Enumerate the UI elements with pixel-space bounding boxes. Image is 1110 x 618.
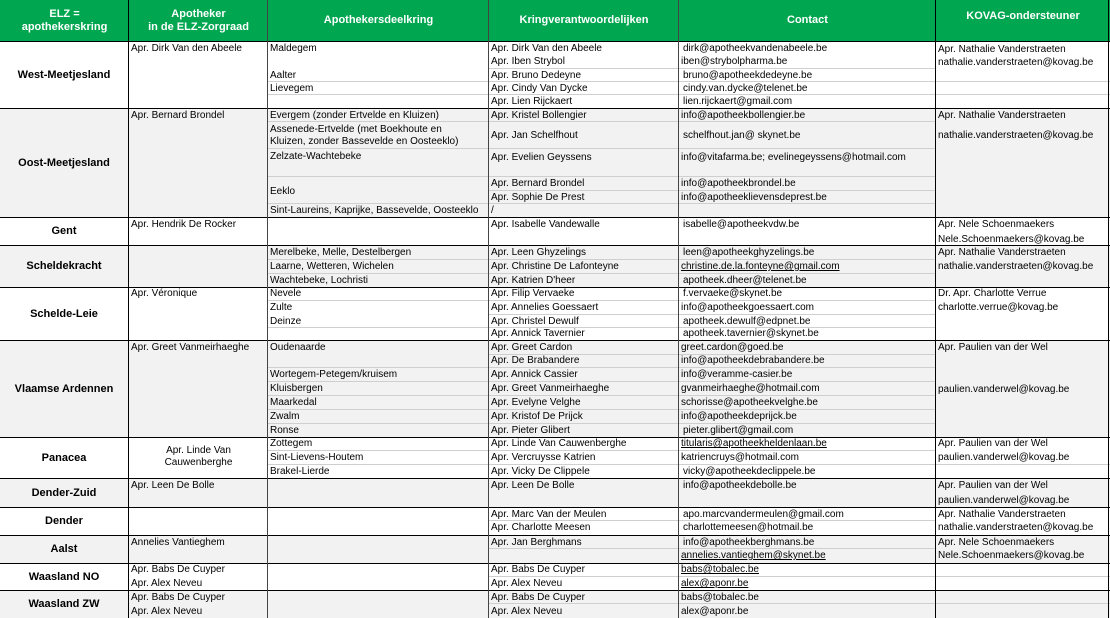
deelkring-name: Kluizen, zonder Bassevelde en Oosteeklo) (270, 136, 459, 147)
kring-name: Apr. Marc Van der Meulen (491, 509, 607, 520)
kovag-email[interactable]: nathalie.vanderstraeten@kovag.be (938, 522, 1094, 533)
deelkring-name: Eeklo (270, 186, 296, 197)
deelkring-name: Lievegem (270, 83, 314, 94)
deelkring-name: Wachtebeke, Lochristi (270, 275, 369, 286)
region-name: Oost-Meetjesland (18, 156, 110, 169)
contact-email[interactable]: f.vervaeke@skynet.be (683, 288, 783, 299)
kring-name: Apr. Charlotte Meesen (491, 522, 591, 533)
deelkring-name: Sint-Laureins, Kaprijke, Bassevelde, Oosteeklo (270, 205, 479, 216)
apotheker-name-line: Apr. Linde Van (166, 445, 231, 456)
kring-name: Apr. Annick Cassier (491, 369, 578, 380)
deelkring-name: Zelzate-Wachtebeke (270, 151, 362, 162)
contact-email[interactable]: info@apotheekgoessaert.com (681, 302, 815, 313)
region-name: Vlaamse Ardennen (14, 382, 114, 395)
apotheker-name: Apr. Hendrik De Rocker (131, 219, 237, 230)
kovag-name: Apr. Nathalie Vanderstraeten (938, 44, 1066, 55)
region-name: Dender (45, 515, 83, 527)
contact-email[interactable]: info@veramme-casier.be (681, 369, 793, 380)
kring-name: Apr. Babs De Cuyper (491, 564, 585, 575)
kring-name: Apr. Evelyne Velghe (491, 397, 581, 408)
deelkring-name: Zulte (270, 302, 293, 313)
kovag-email[interactable]: Nele.Schoenmaekers@kovag.be (938, 234, 1085, 245)
deelkring-name: Evergem (zonder Ertvelde en Kluizen) (270, 110, 439, 121)
kring-name: Apr. Jan Schelfhout (491, 130, 578, 141)
kring-name: Apr. Kristof De Prijck (491, 411, 583, 422)
header-apotheker (129, 0, 268, 41)
kring-name: Apr. Evelien Geyssens (491, 152, 592, 163)
deelkring-name: Maldegem (270, 43, 317, 54)
region-name: Dender-Zuid (31, 486, 97, 499)
deelkring-name: Nevele (270, 288, 302, 299)
contact-email[interactable]: greet.cardon@goed.be (681, 342, 784, 353)
header-contact (679, 0, 936, 41)
header-elz (0, 0, 129, 41)
header-kovag-text: KOVAG-ondersteuner (966, 10, 1080, 22)
contact-email[interactable]: info@apotheekdebrabandere.be (681, 355, 825, 366)
kring-name: Apr. De Brabandere (491, 355, 580, 366)
contact-email[interactable]: apo.marcvandermeulen@gmail.com (683, 509, 844, 520)
kring-name: Apr. Bernard Brondel (491, 178, 585, 189)
apotheker-name (130, 445, 267, 469)
contact-email[interactable]: bruno@apotheekdedeyne.be (683, 70, 813, 81)
header-elz-text: ELZ = apothekerskring (21, 7, 108, 33)
header-kring-text: Kringverantwoordelijken (519, 14, 649, 26)
apotheker-name: Apr. Greet Vanmeirhaeghe (131, 342, 250, 353)
kring-name: Apr. Alex Neveu (491, 606, 563, 617)
contact-email[interactable]: info@apotheeklievensdeprest.be (681, 192, 827, 203)
apotheker-name-line: Cauwenberghe (164, 457, 233, 468)
kovag-email[interactable]: nathalie.vanderstraeten@kovag.be (938, 57, 1094, 68)
kovag-email[interactable]: nathalie.vanderstraeten@kovag.be (938, 130, 1094, 141)
region-name: Waasland ZW (28, 598, 100, 610)
kovag-email[interactable]: Nele.Schoenmaekers@kovag.be (938, 550, 1085, 561)
contact-email[interactable]: leen@apotheekghyzelings.be (683, 247, 815, 258)
kring-name: Apr. Jan Berghmans (491, 537, 582, 548)
kring-name: Apr. Christel Dewulf (491, 316, 579, 327)
region-name: Schelde-Leie (30, 307, 98, 320)
kovag-name: Apr. Paulien van der Wel (938, 342, 1048, 353)
kring-name: Apr. Bruno Dedeyne (491, 70, 582, 81)
contact-email[interactable]: apotheek.tavernier@skynet.be (683, 328, 819, 339)
apotheker-name: Apr. Dirk Van den Abeele (131, 43, 242, 54)
apotheker-name: Apr. Babs De Cuyper (131, 592, 225, 603)
region-name: Waasland NO (28, 570, 100, 583)
region-name: Scheldekracht (26, 260, 102, 272)
kovag-name: Apr. Nathalie Vanderstraeten (938, 509, 1066, 520)
contact-email[interactable]: schelfhout.jan@ skynet.be (683, 130, 801, 141)
contact-email[interactable]: babs@tobalec.be (681, 592, 759, 603)
contact-email[interactable]: info@apotheekbrondel.be (681, 178, 796, 189)
kring-name: Apr. Alex Neveu (491, 578, 563, 589)
deelkring-name: Merelbeke, Melle, Destelbergen (270, 247, 412, 258)
header-apotheker-text: Apotheker in de ELZ-Zorgraad (148, 7, 249, 33)
kovag-email[interactable]: charlotte.verrue@kovag.be (938, 302, 1059, 313)
contact-email[interactable]: dirk@apotheekvandenabeele.be (683, 43, 828, 54)
kring-name: Apr. Iben Strybol (491, 56, 565, 67)
region-name: Aalst (50, 543, 78, 555)
contact-email[interactable]: charlottemeesen@hotmail.be (683, 522, 814, 533)
kring-name: Apr. Sophie De Prest (491, 192, 585, 203)
deelkring-name: Zwalm (270, 411, 300, 422)
kring-name: Apr. Isabelle Vandewalle (491, 219, 600, 230)
contact-email[interactable]: info@apotheekdebolle.be (683, 480, 797, 491)
apotheker-name: Annelies Vantieghem (131, 537, 225, 548)
contact-email[interactable]: alex@aponr.be (681, 578, 749, 589)
kovag-name: Apr. Nathalie Vanderstraeten (938, 247, 1066, 258)
contact-email[interactable]: titularis@apotheekheldenlaan.be (681, 438, 827, 449)
slash-marker: / (491, 205, 494, 216)
contact-email[interactable]: katriencruys@hotmail.com (681, 452, 799, 463)
deelkring-name: Aalter (270, 70, 297, 81)
deelkring-name: Wortegem-Petegem/kruisem (270, 369, 398, 380)
contact-email[interactable]: pieter.glibert@gmail.com (683, 425, 794, 436)
kring-name: Apr. Cindy Van Dycke (491, 83, 588, 94)
deelkring-name: Zottegem (270, 438, 313, 449)
deelkring-name: Kluisbergen (270, 383, 323, 394)
kovag-name: Apr. Paulien van der Wel (938, 438, 1048, 449)
header-deelkring-text: Apothekersdeelkring (323, 14, 434, 26)
contact-email[interactable]: info@apotheekdeprijck.be (681, 411, 797, 422)
kovag-email[interactable]: paulien.vanderwel@kovag.be (938, 452, 1070, 463)
kovag-name: Apr. Nele Schoenmaekers (938, 537, 1055, 548)
kring-name: Apr. Leen De Bolle (491, 480, 575, 491)
kring-name: Apr. Filip Vervaeke (491, 288, 575, 299)
kovag-name: Apr. Paulien van der Wel (938, 480, 1048, 491)
contact-email[interactable]: isabelle@apotheekvdw.be (683, 219, 800, 230)
kovag-email[interactable]: nathalie.vanderstraeten@kovag.be (938, 261, 1094, 272)
contact-email[interactable]: alex@aponr.be (681, 606, 749, 617)
kovag-name: Apr. Nele Schoenmaekers (938, 219, 1055, 230)
contact-email[interactable]: apotheek.dewulf@edpnet.be (683, 316, 811, 327)
header-kring (489, 0, 679, 41)
kring-name: Apr. Kristel Bollengier (491, 110, 587, 121)
apotheker-name: Apr. Bernard Brondel (131, 110, 225, 121)
kring-name: Apr. Vicky De Clippele (491, 466, 590, 477)
contact-email[interactable]: iben@strybolpharma.be (681, 56, 788, 67)
apotheker-name: Apr. Babs De Cuyper (131, 564, 225, 575)
deelkring-name: Ronse (270, 425, 299, 436)
region-name: Panacea (41, 451, 87, 464)
kring-name: Apr. Lien Rijckaert (491, 96, 573, 107)
kring-name: Apr. Leen Ghyzelings (491, 247, 587, 258)
kring-name: Apr. Christine De Lafonteyne (491, 261, 619, 272)
contact-email[interactable]: apotheek.dheer@telenet.be (683, 275, 807, 286)
kring-name: Apr. Greet Vanmeirhaeghe (491, 383, 610, 394)
apotheker-name: Apr. Véronique (131, 288, 198, 299)
contact-email[interactable]: schorisse@apotheekvelghe.be (681, 397, 818, 408)
deelkring-name: Maarkedal (270, 397, 317, 408)
deelkring-name: Oudenaarde (270, 342, 326, 353)
kring-name: Apr. Dirk Van den Abeele (491, 43, 602, 54)
apotheker-name: Apr. Leen De Bolle (131, 480, 215, 491)
apotheker-name: Apr. Alex Neveu (131, 578, 203, 589)
contact-email[interactable]: cindy.van.dycke@telenet.be (683, 83, 808, 94)
kovag-name: Dr. Apr. Charlotte Verrue (938, 288, 1047, 299)
deelkring-name: Brakel-Lierde (270, 466, 330, 477)
deelkring-name: Laarne, Wetteren, Wichelen (270, 261, 394, 272)
kring-name: Apr. Vercruysse Katrien (491, 452, 596, 463)
contact-email[interactable]: info@vitafarma.be; evelinegeyssens@hotmail.com (681, 152, 906, 163)
kring-name: Apr. Babs De Cuyper (491, 592, 585, 603)
header-contact-text: Contact (787, 14, 828, 26)
kovag-email[interactable]: paulien.vanderwel@kovag.be (938, 495, 1070, 506)
deelkring-name: Sint-Lievens-Houtem (270, 452, 364, 463)
header-kovag (936, 0, 1110, 41)
contact-email[interactable]: vicky@apotheekdeclippele.be (683, 466, 816, 477)
kring-name: Apr. Katrien D'heer (491, 275, 576, 286)
kring-name: Apr. Annelies Goessaert (491, 302, 599, 313)
deelkring-name: Assenede-Ertvelde (met Boekhoute en (270, 124, 442, 135)
contact-email[interactable]: info@apotheekberghmans.be (683, 537, 815, 548)
kring-name: Apr. Linde Van Cauwenberghe (491, 438, 627, 449)
kring-name: Apr. Annick Tavernier (491, 328, 585, 339)
apotheker-name: Apr. Alex Neveu (131, 606, 203, 617)
kovag-name: Apr. Nathalie Vanderstraeten (938, 110, 1066, 121)
contact-email[interactable]: christine.de.la.fonteyne@gmail.com (681, 261, 840, 272)
contact-email[interactable]: gvanmeirhaeghe@hotmail.com (681, 383, 820, 394)
region-name: West-Meetjesland (17, 68, 111, 81)
contact-email[interactable]: lien.rijckaert@gmail.com (683, 96, 793, 107)
region-name: Gent (51, 225, 77, 237)
contact-email[interactable]: babs@tobalec.be (681, 564, 759, 575)
contact-email[interactable]: annelies.vantieghem@skynet.be (681, 550, 826, 561)
contact-email[interactable]: info@apotheekbollengier.be (681, 110, 806, 121)
kring-name: Apr. Pieter Glibert (491, 425, 570, 436)
header-deelkring (268, 0, 489, 41)
kovag-email[interactable]: paulien.vanderwel@kovag.be (938, 384, 1070, 395)
kring-name: Apr. Greet Cardon (491, 342, 573, 353)
deelkring-name: Deinze (270, 316, 302, 327)
